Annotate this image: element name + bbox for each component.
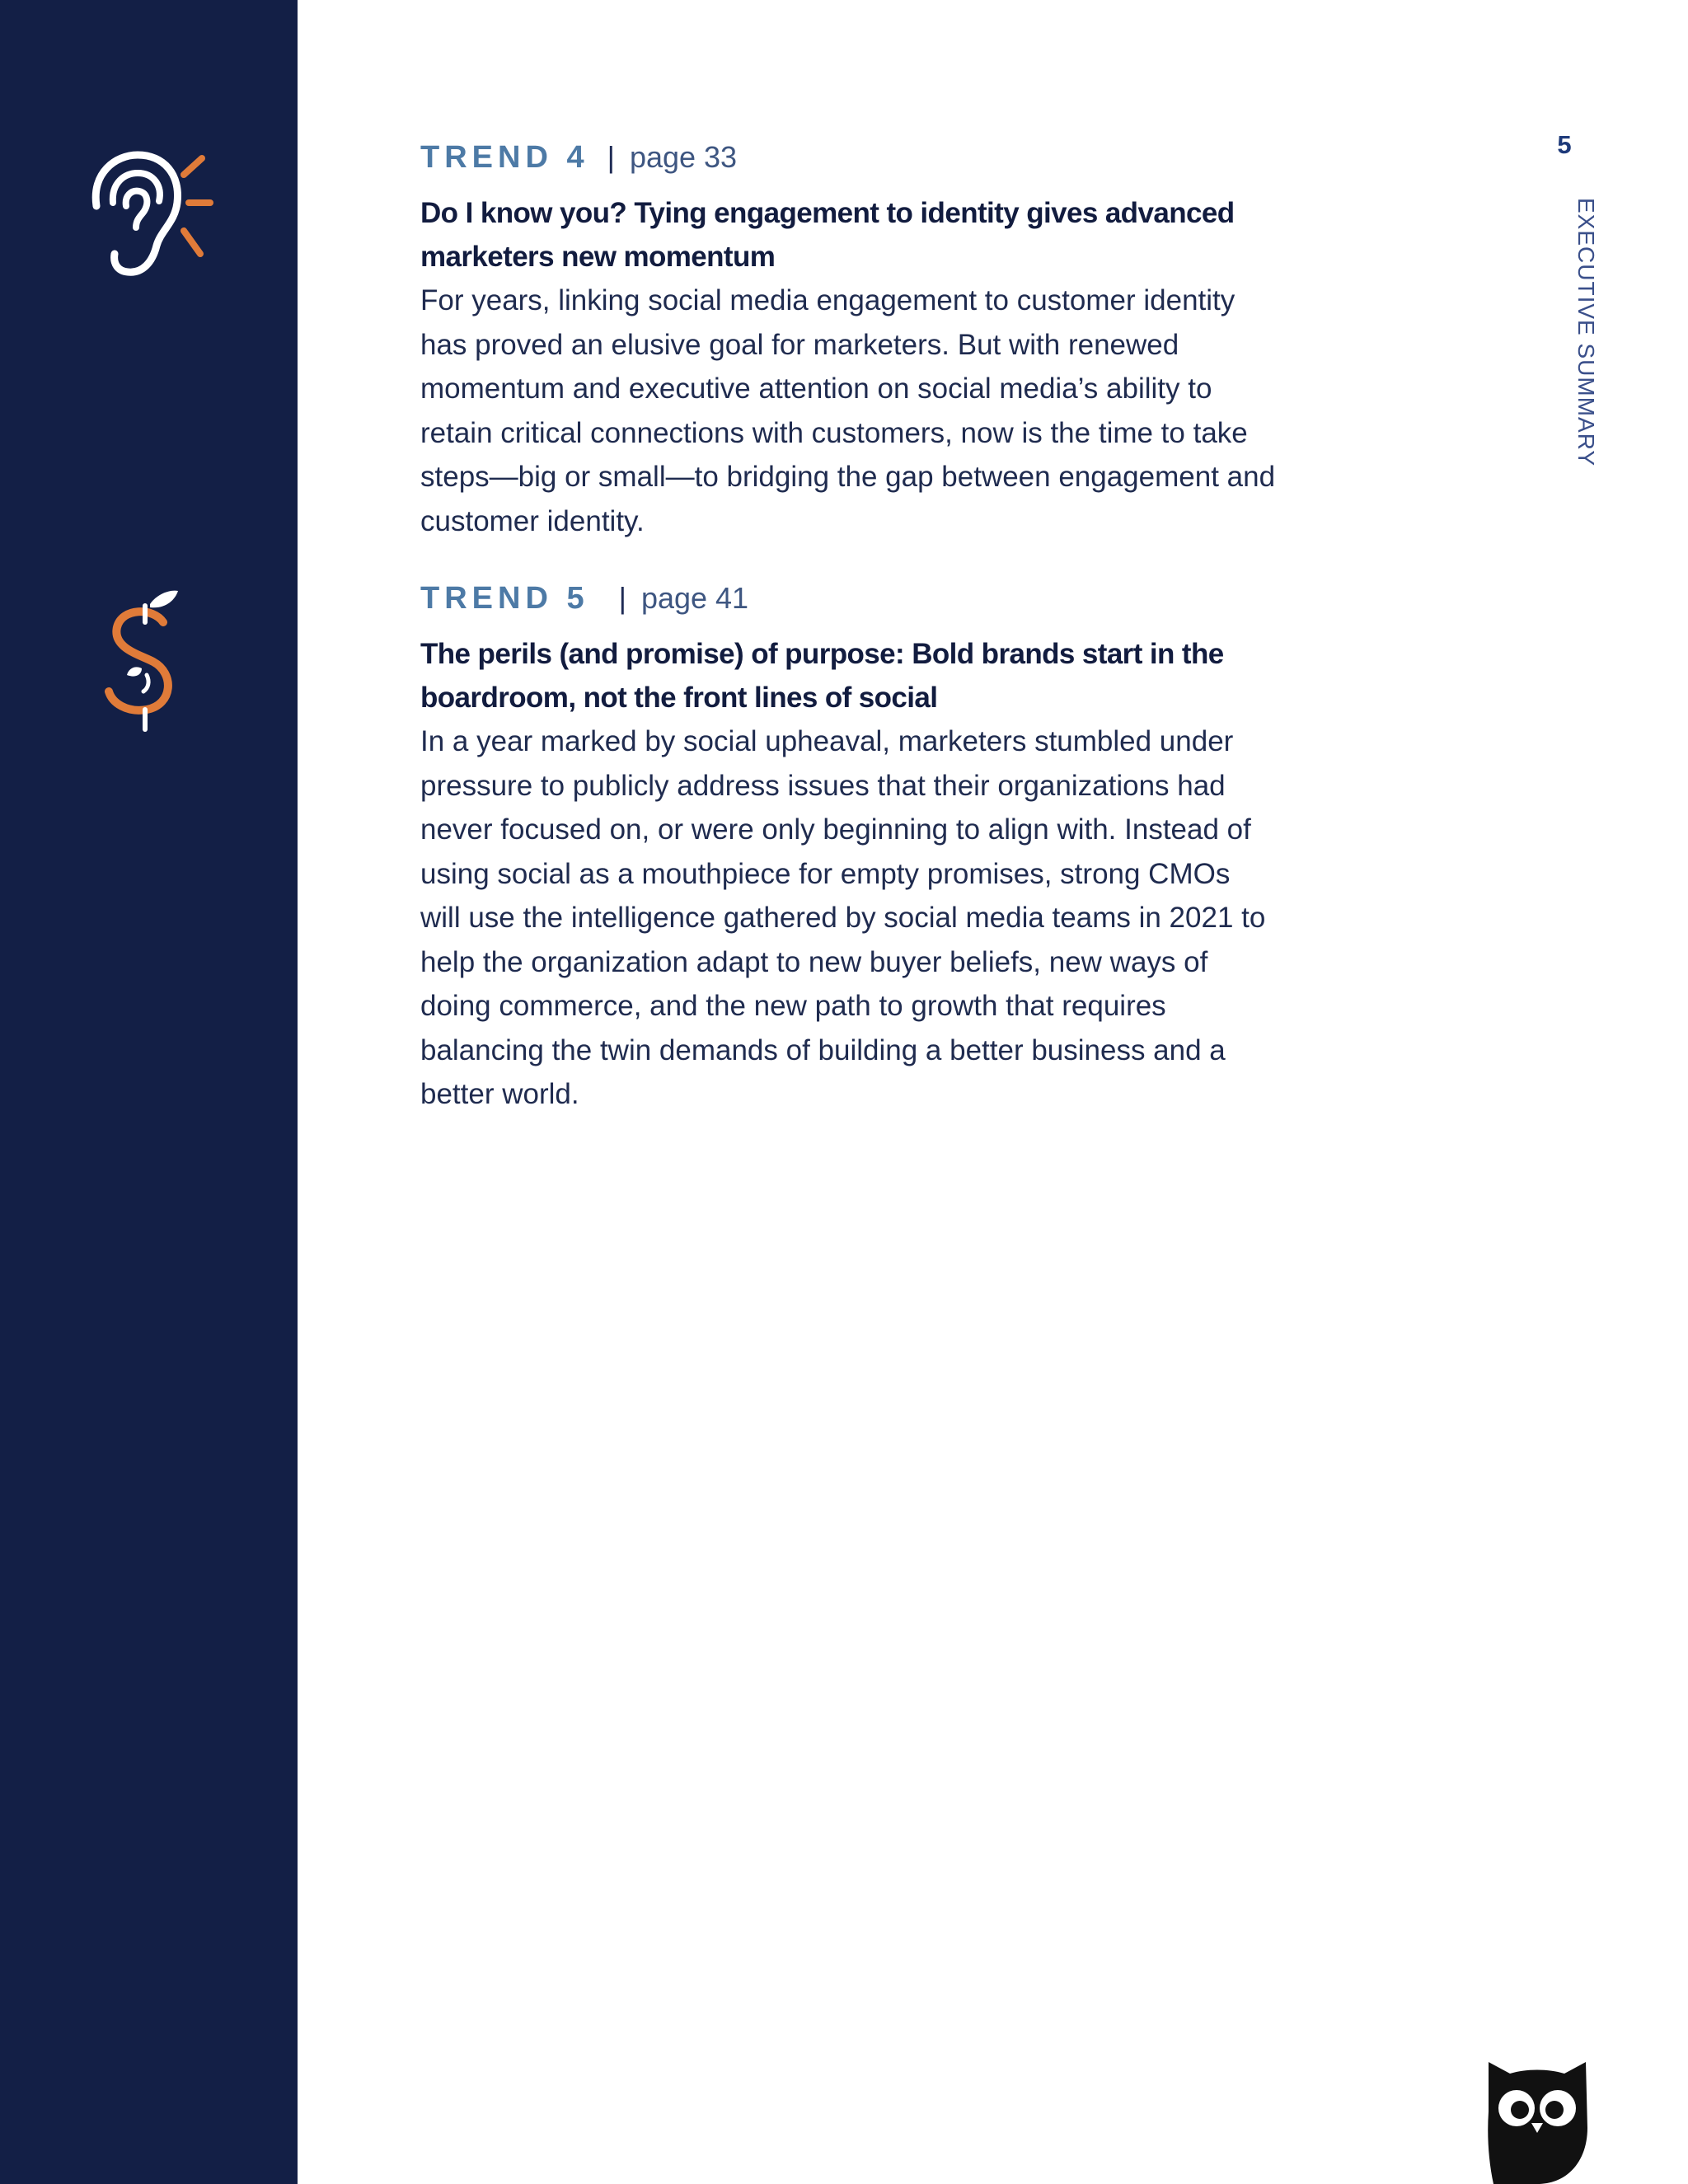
section-label: EXECUTIVE SUMMARY: [1573, 198, 1599, 467]
trend-5-block: [420, 581, 1278, 1117]
trend-separator: |: [607, 140, 615, 174]
trend-body: In a year marked by social upheaval, marketers stumbled under pressure to publicly address issues that their organizations had never focused on, or were only beginning to align with. Instead of using social as a mouthpiece for empty promises, strong CMOs will use the intelligence gathered by social media teams in 2021 to help the organization adapt to new buyer beliefs, new ways of doing commerce, and the new path to growth that requires balancing the twin demands of building a better business and a better world.: [420, 725, 1266, 1110]
trend-page-ref: page 41: [640, 581, 749, 615]
trend-separator: |: [618, 581, 626, 615]
owl-logo-icon: [1485, 2062, 1589, 2184]
ear-listening-icon: [78, 148, 218, 280]
trend-label: TREND 4: [420, 140, 589, 175]
sidebar: [0, 0, 298, 2184]
trend-4-block: [420, 140, 1278, 543]
dollar-sprout-icon: [99, 589, 194, 738]
trend-page-ref: page 33: [629, 140, 738, 174]
trend-header: [420, 140, 1278, 191]
trend-title: The perils (and promise) of purpose: Bold brands start in the boardroom, not the front lines of social: [420, 638, 1224, 714]
trend-header: [420, 581, 1278, 632]
page-number: 5: [1557, 130, 1572, 159]
trend-body: For years, linking social media engagement to customer identity has proved an elusive goal for marketers. But with renewed momentum and executive attention on social media’s ability to retain critical connections with customers, now is the time to take steps—big or small—to bridging the gap between engagement and customer identity.: [420, 284, 1276, 537]
trend-label: TREND 5: [420, 581, 589, 616]
trend-title: Do I know you? Tying engagement to identity gives advanced marketers new momentum: [420, 197, 1235, 273]
